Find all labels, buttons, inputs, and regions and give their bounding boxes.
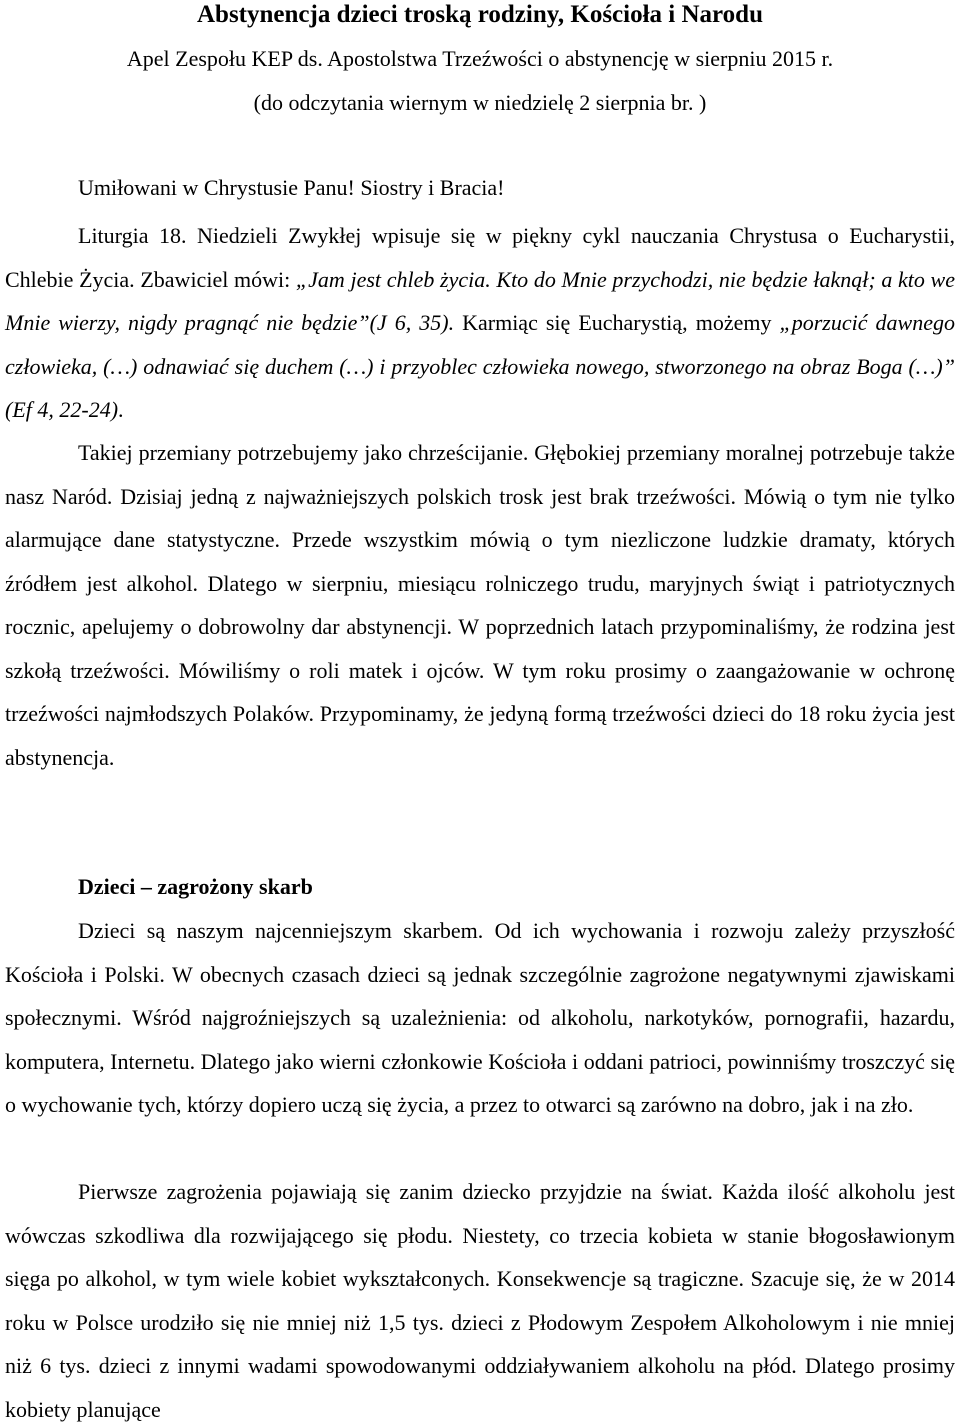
scripture-quote: „Jam jest chleb życia. Kto do Mnie przychodzi, nie będzie łaknął; a kto we Mnie wierzy, nigdy pragnąć nie będzie”(J 6, 35). <box>5 266 955 335</box>
paragraph-text: . <box>118 397 124 422</box>
scripture-quote: „porzucić dawnego człowieka, (…) odnawiać się duchem (…) i przyoblec człowieka nowego, stworzonego na obraz Boga (…)” (Ef 4, 22-24) <box>5 310 955 422</box>
paragraph-text: Karmiąc się Eucharystią, możemy <box>454 310 780 335</box>
paragraph-text: Liturgia 18. Niedzieli Zwykłej wpisuje się w piękny cykl nauczania Chrystusa o Eucharystii, Chlebie Życia. Zbawiciel mówi: <box>5 223 955 292</box>
greeting: Umiłowani w Chrystusie Panu! Siostry i Bracia! <box>78 175 505 200</box>
document-title: Abstynencja dzieci troską rodziny, Kościoła i Narodu <box>196 1 763 28</box>
paragraph-transformation: Takiej przemiany potrzebujemy jako chrześcijanie. Głębokiej przemiany moralnej potrzebuje także nasz Naród. Dzisiaj jedną z najważniejszych polskich trosk jest brak trzeźwości. Mówią o tym nie tylko alarmujące dane statystyczne. Przede wszystkim mówią o tym niezliczone ludzkie dramaty, których źródłem jest alkohol. Dlatego w sierpniu, miesiącu rolniczego trudu, maryjnych świąt i patriotycznych rocznic, apelujemy o dobrowolny dar abstynencji. W poprzednich latach przypominaliśmy, że rodzina jest szkołą trzeźwości. Mówiliśmy o roli matek i ojców. W tym roku prosimy o zaangażowanie w ochronę trzeźwości najmłodszych Polaków. Przypominamy, że jedyną formą trzeźwości dzieci do 18 roku życia jest abstynencja. <box>5 440 955 770</box>
paragraph-threats: Pierwsze zagrożenia pojawiają się zanim dziecko przyjdzie na świat. Każda ilość alkoholu jest wówczas szkodliwa dla rozwijającego się płodu. Niestety, co trzecia kobieta w stanie błogosławionym sięga po alkohol, w tym wiele kobiet wykształconych. Konsekwencje są tragiczne. Szacuje się, że w 2014 roku w Polsce urodziło się nie mniej niż 1,5 tys. dzieci z Płodowym Zespołem Alkoholowym i nie mniej niż 6 tys. dzieci z innymi wadami spowodowanymi oddziaływaniem alkoholu na płód. Dlatego prosimy kobiety planujące <box>5 1179 955 1422</box>
document-subtitle: Apel Zespołu KEP ds. Apostolstwa Trzeźwości o abstynencję w sierpniu 2015 r. <box>126 46 834 71</box>
paragraph-liturgy <box>5 214 955 432</box>
paragraph-children: Dzieci są naszym najcenniejszym skarbem. Od ich wychowania i rozwoju zależy przyszłość Kościoła i Polski. W obecnych czasach dzieci są jednak szczególnie zagrożone negatywnymi zjawiskami społecznymi. Wśród najgroźniejszych są uzależnienia: od alkoholu, narkotyków, pornografii, hazardu, komputera, Internetu. Dlatego jako wierni członkowie Kościoła i oddani patrioci, powinniśmy troszczyć się o wychowanie tych, którzy dopiero uczą się życia, a przez to otwarci są zarówno na dobro, jak i na zło. <box>5 918 955 1117</box>
section-heading: Dzieci – zagrożony skarb <box>78 874 313 899</box>
reading-note: (do odczytania wiernym w niedzielę 2 sierpnia br. ) <box>253 90 707 115</box>
